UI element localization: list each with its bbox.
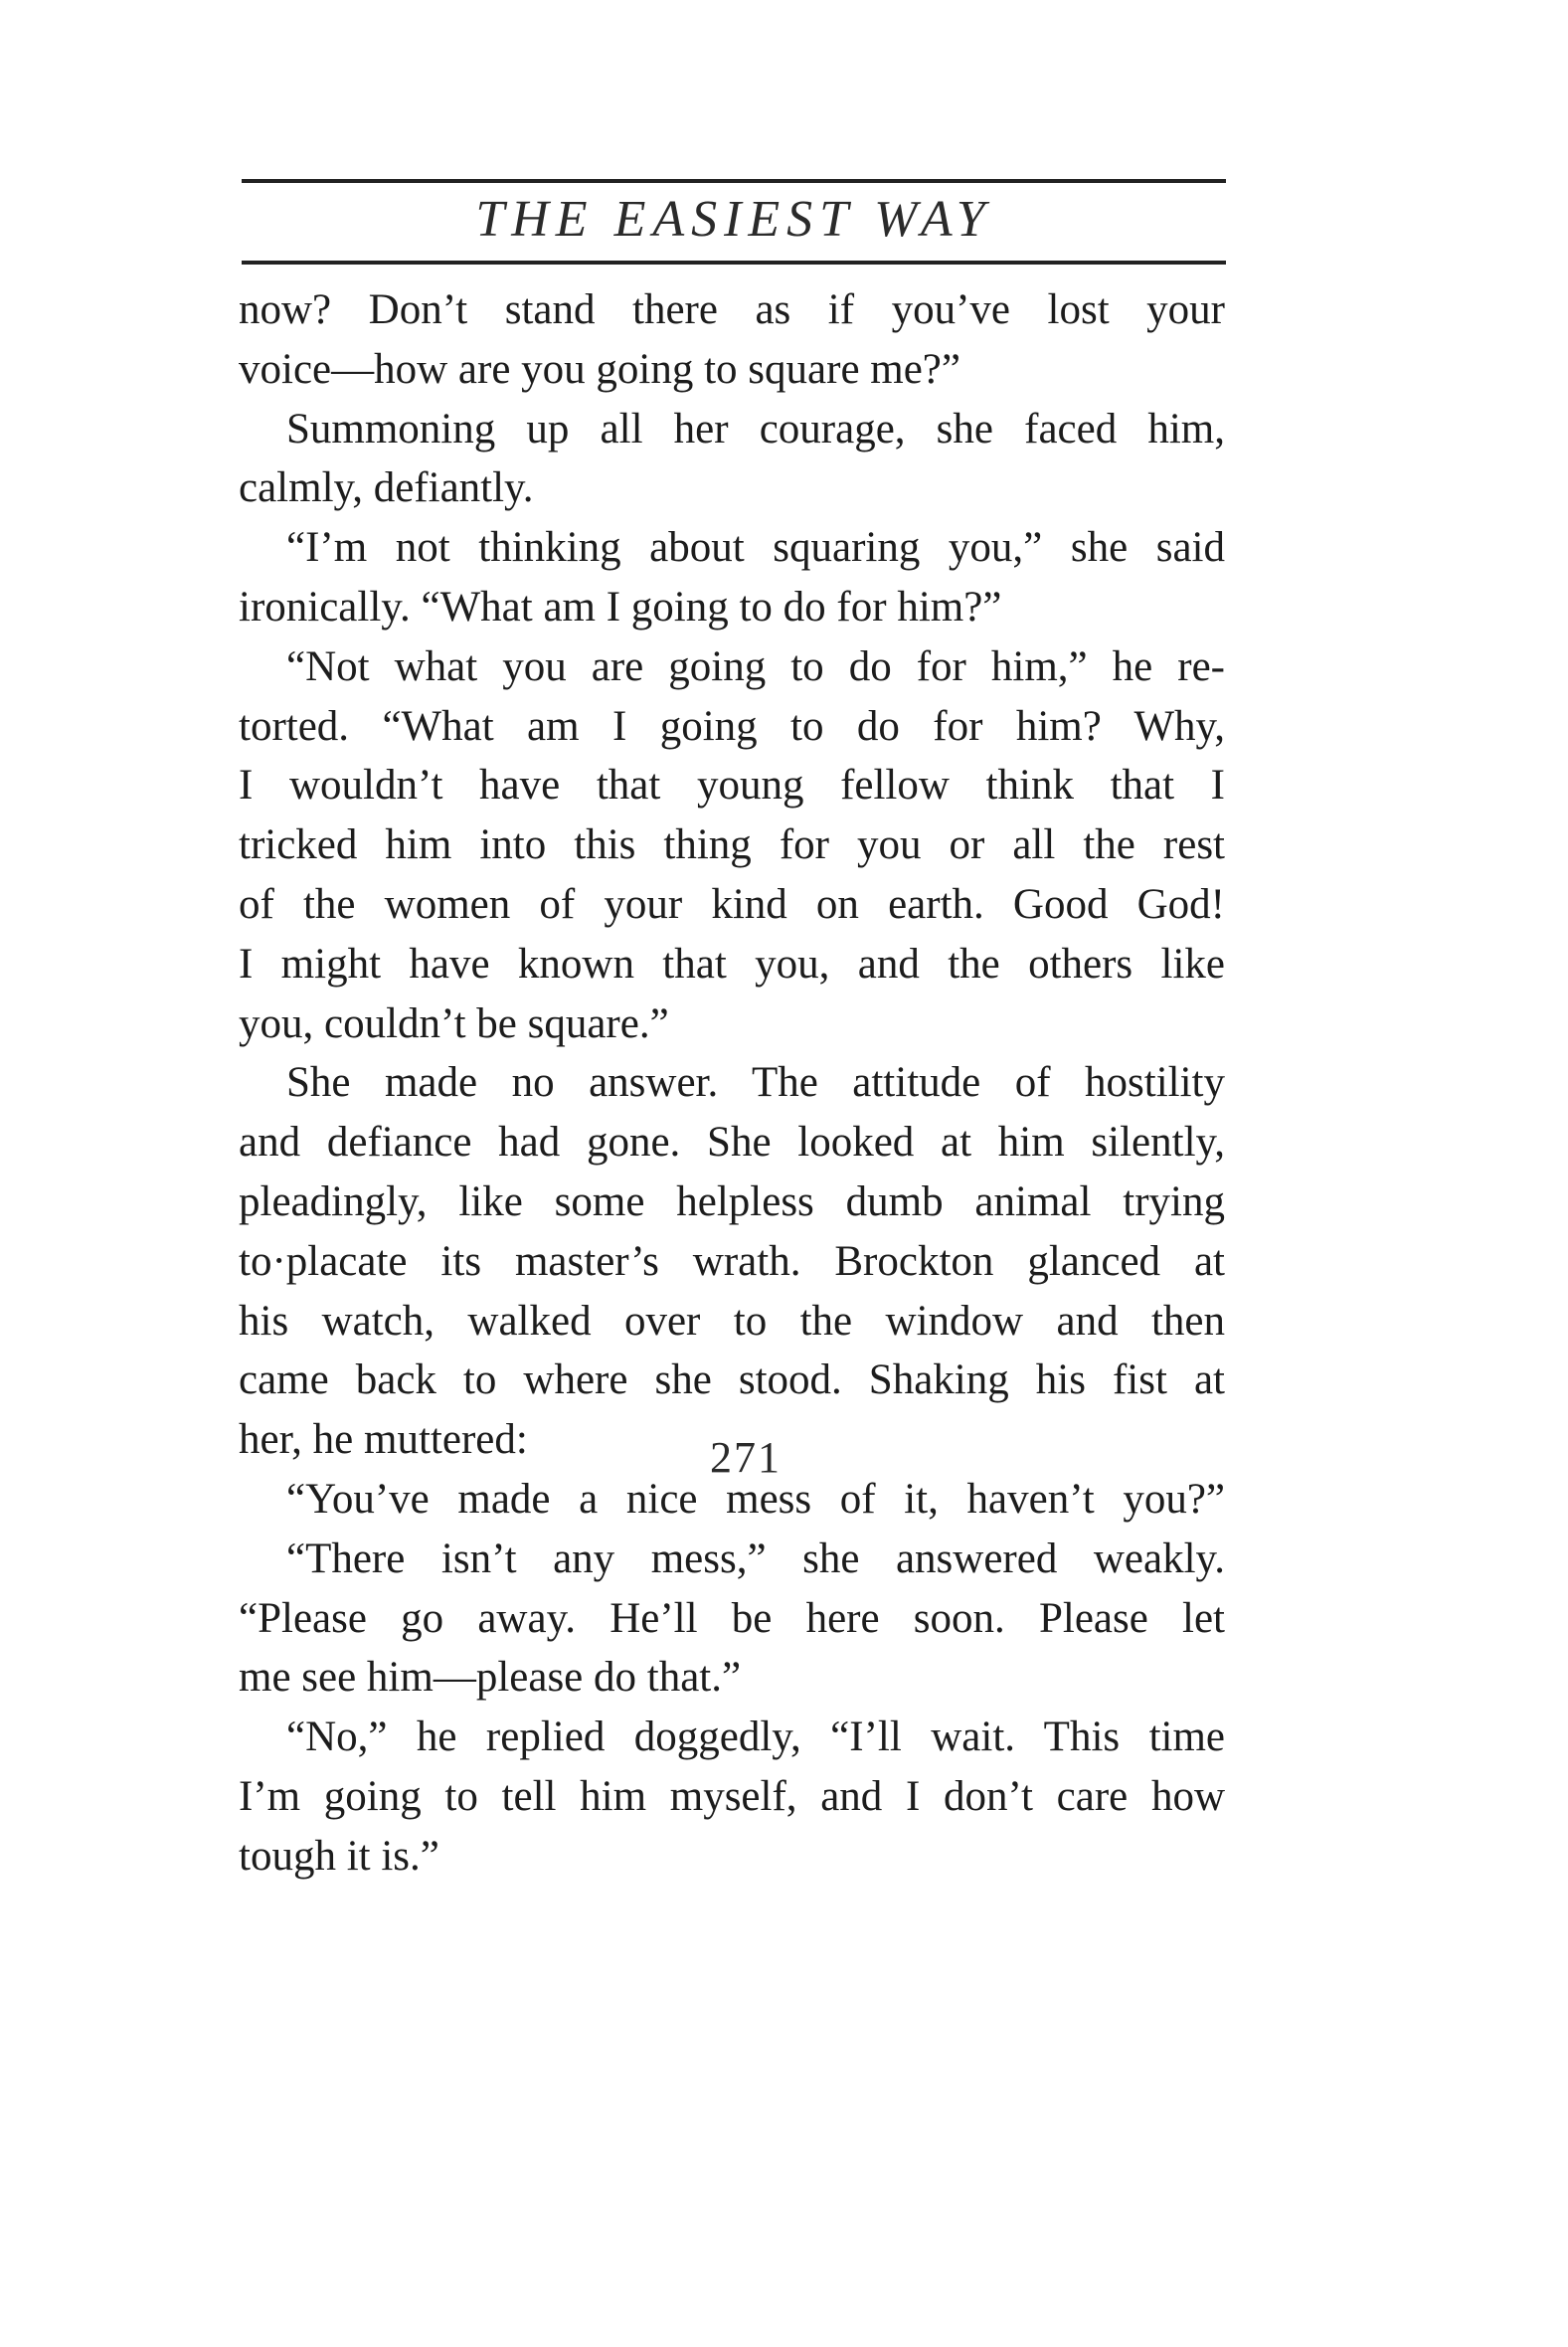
text-line: you, couldn’t be square.” — [239, 999, 669, 1047]
header-rule-bottom — [242, 261, 1226, 265]
text-line: calmly, defiantly. — [239, 464, 534, 512]
text-line: “There isn’t any mess,” she answered weakly. — [286, 1535, 1225, 1582]
text-line: I’m going to tell him myself, and I don’t care how — [239, 1772, 1225, 1820]
header-rule-top — [242, 179, 1226, 183]
text-line: pleadingly, like some helpless dumb animal trying — [239, 1177, 1225, 1225]
text-line: of the women of your kind on earth. Good God! — [239, 880, 1225, 928]
text-line: I wouldn’t have that young fellow think that I — [239, 762, 1225, 810]
text-line: “I’m not thinking about squaring you,” she said — [286, 524, 1225, 572]
text-line: “You’ve made a nice mess of it, haven’t you?” — [286, 1475, 1225, 1523]
text-line: tough it is.” — [239, 1832, 439, 1880]
page-number: 271 — [710, 1433, 782, 1482]
text-line: his watch, walked over to the window and then — [239, 1297, 1225, 1345]
running-head: THE EASIEST WAY — [475, 191, 992, 248]
text-line: voice—how are you going to square me?” — [239, 345, 960, 393]
body-text — [239, 280, 1225, 1887]
text-line: to·placate its master’s wrath. Brockton glanced at — [239, 1237, 1225, 1285]
text-line: “No,” he replied doggedly, “I’ll wait. This time — [286, 1714, 1225, 1761]
text-line: torted. “What am I going to do for him? Why, — [239, 702, 1225, 750]
text-line: and defiance had gone. She looked at him silently, — [239, 1119, 1225, 1167]
text-line: ironically. “What am I going to do for him?” — [239, 583, 1002, 631]
text-line: me see him—please do that.” — [239, 1654, 742, 1702]
text-line: “Please go away. He’ll be here soon. Please let — [239, 1594, 1225, 1642]
text-line: tricked him into this thing for you or all the rest — [239, 821, 1225, 869]
text-line: I might have known that you, and the others like — [239, 940, 1225, 988]
text-line: Summoning up all her courage, she faced him, — [286, 405, 1225, 452]
text-line: She made no answer. The attitude of hostility — [286, 1059, 1225, 1107]
text-line: now? Don’t stand there as if you’ve lost your — [239, 286, 1225, 333]
text-line: came back to where she stood. Shaking his fist at — [239, 1356, 1225, 1404]
text-line: “Not what you are going to do for him,” he re- — [286, 642, 1225, 690]
text-line: her, he muttered: — [239, 1416, 528, 1464]
